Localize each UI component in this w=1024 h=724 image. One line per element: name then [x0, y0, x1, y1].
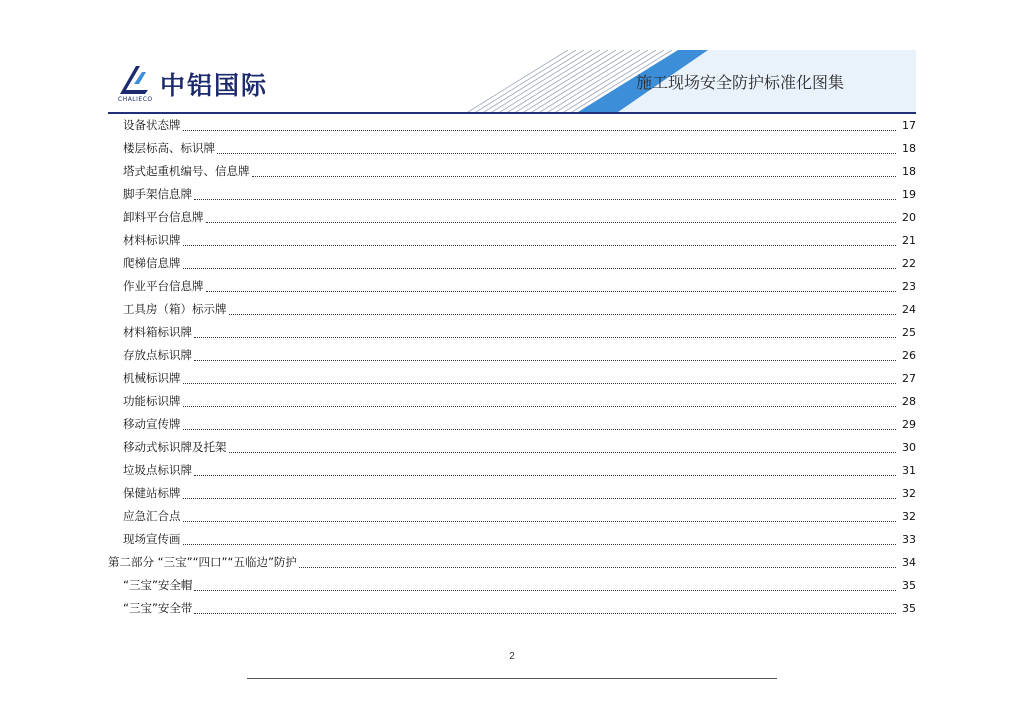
toc-entry[interactable] [108, 321, 916, 344]
toc-entry-label: 设备状态牌 [123, 118, 181, 132]
toc-entry[interactable] [108, 528, 916, 551]
toc-leader-dots [183, 428, 897, 430]
toc-entry[interactable] [108, 206, 916, 229]
toc-entry[interactable] [108, 574, 916, 597]
toc-entry-page: 32 [902, 487, 916, 500]
toc-entry[interactable] [108, 459, 916, 482]
toc-entry-label: 作业平台信息牌 [123, 279, 204, 293]
toc-entry-page: 24 [902, 303, 916, 316]
toc-entry-page: 21 [902, 234, 916, 247]
toc-entry-label: “三宝”安全带 [123, 601, 193, 615]
toc-leader-dots [183, 543, 897, 545]
logo-subtext: CHALIECO [118, 96, 153, 103]
toc-entry-page: 17 [902, 119, 916, 132]
toc-entry-label: 存放点标识牌 [123, 348, 192, 362]
toc-entry[interactable] [108, 482, 916, 505]
toc-entry-label: 第二部分 “三宝”“四口”“五临边”防护 [108, 555, 297, 569]
toc-leader-dots [183, 497, 897, 499]
toc-leader-dots [229, 451, 897, 453]
toc-entry-label: 材料标识牌 [123, 233, 181, 247]
toc-entry-page: 35 [902, 579, 916, 592]
toc-entry[interactable] [108, 436, 916, 459]
toc-entry-label: 楼层标高、标识牌 [123, 141, 215, 155]
toc-entry[interactable] [108, 183, 916, 206]
toc-entry[interactable] [108, 229, 916, 252]
toc-entry-label: 垃圾点标识牌 [123, 463, 192, 477]
toc-leader-dots [217, 152, 896, 154]
toc-leader-dots [206, 290, 897, 292]
toc-entry-label: 爬梯信息牌 [123, 256, 181, 270]
toc-entry[interactable] [108, 275, 916, 298]
logo-text: 中铝国际 [160, 71, 269, 100]
toc-entry-page: 35 [902, 602, 916, 615]
table-of-contents [108, 114, 916, 620]
toc-leader-dots [299, 566, 896, 568]
toc-entry[interactable] [108, 597, 916, 620]
toc-entry[interactable] [108, 298, 916, 321]
toc-entry-page: 23 [902, 280, 916, 293]
toc-entry[interactable] [108, 390, 916, 413]
toc-entry[interactable] [108, 137, 916, 160]
toc-entry[interactable] [108, 551, 916, 574]
toc-entry-page: 19 [902, 188, 916, 201]
toc-entry-label: 材料箱标识牌 [123, 325, 192, 339]
toc-entry-page: 32 [902, 510, 916, 523]
toc-entry-page: 26 [902, 349, 916, 362]
toc-leader-dots [194, 474, 896, 476]
toc-leader-dots [194, 198, 896, 200]
page-header [108, 50, 916, 112]
toc-leader-dots [194, 612, 896, 614]
toc-leader-dots [183, 405, 897, 407]
footer-divider [247, 678, 777, 679]
toc-entry[interactable] [108, 367, 916, 390]
document-title: 施工现场安全防护标准化图集 [635, 73, 844, 92]
toc-entry-page: 30 [902, 441, 916, 454]
toc-leader-dots [206, 221, 897, 223]
toc-entry-label: 卸料平台信息牌 [123, 210, 204, 224]
toc-leader-dots [183, 129, 897, 131]
toc-entry-label: “三宝”安全帽 [123, 578, 193, 592]
toc-entry-page: 27 [902, 372, 916, 385]
toc-leader-dots [229, 313, 897, 315]
toc-entry-page: 20 [902, 211, 916, 224]
toc-entry-label: 塔式起重机编号、信息牌 [123, 164, 250, 178]
toc-entry-label: 工具房（箱）标示牌 [123, 302, 227, 316]
company-logo [118, 64, 318, 104]
toc-leader-dots [183, 382, 897, 384]
toc-entry-page: 18 [902, 142, 916, 155]
toc-entry[interactable] [108, 114, 916, 137]
toc-entry-label: 移动宣传牌 [123, 417, 181, 431]
toc-entry[interactable] [108, 505, 916, 528]
toc-entry[interactable] [108, 160, 916, 183]
toc-entry-page: 22 [902, 257, 916, 270]
toc-entry-label: 机械标识牌 [123, 371, 181, 385]
toc-entry-page: 31 [902, 464, 916, 477]
toc-entry-label: 保健站标牌 [123, 486, 181, 500]
toc-leader-dots [183, 267, 897, 269]
toc-leader-dots [194, 359, 896, 361]
toc-entry-page: 33 [902, 533, 916, 546]
chalieco-logo-icon [118, 64, 154, 96]
toc-leader-dots [194, 336, 896, 338]
toc-leader-dots [183, 244, 897, 246]
toc-leader-dots [183, 520, 897, 522]
toc-entry-page: 34 [902, 556, 916, 569]
page-number: 2 [509, 651, 515, 662]
toc-entry-page: 28 [902, 395, 916, 408]
toc-entry[interactable] [108, 413, 916, 436]
toc-entry[interactable] [108, 344, 916, 367]
toc-entry-label: 移动式标识牌及托架 [123, 440, 227, 454]
toc-entry-label: 现场宣传画 [123, 532, 181, 546]
toc-entry-label: 应急汇合点 [123, 509, 181, 523]
toc-entry[interactable] [108, 252, 916, 275]
toc-entry-page: 25 [902, 326, 916, 339]
toc-leader-dots [252, 175, 897, 177]
toc-entry-page: 29 [902, 418, 916, 431]
toc-entry-label: 功能标识牌 [123, 394, 181, 408]
toc-entry-label: 脚手架信息牌 [123, 187, 192, 201]
toc-entry-page: 18 [902, 165, 916, 178]
toc-leader-dots [194, 589, 896, 591]
